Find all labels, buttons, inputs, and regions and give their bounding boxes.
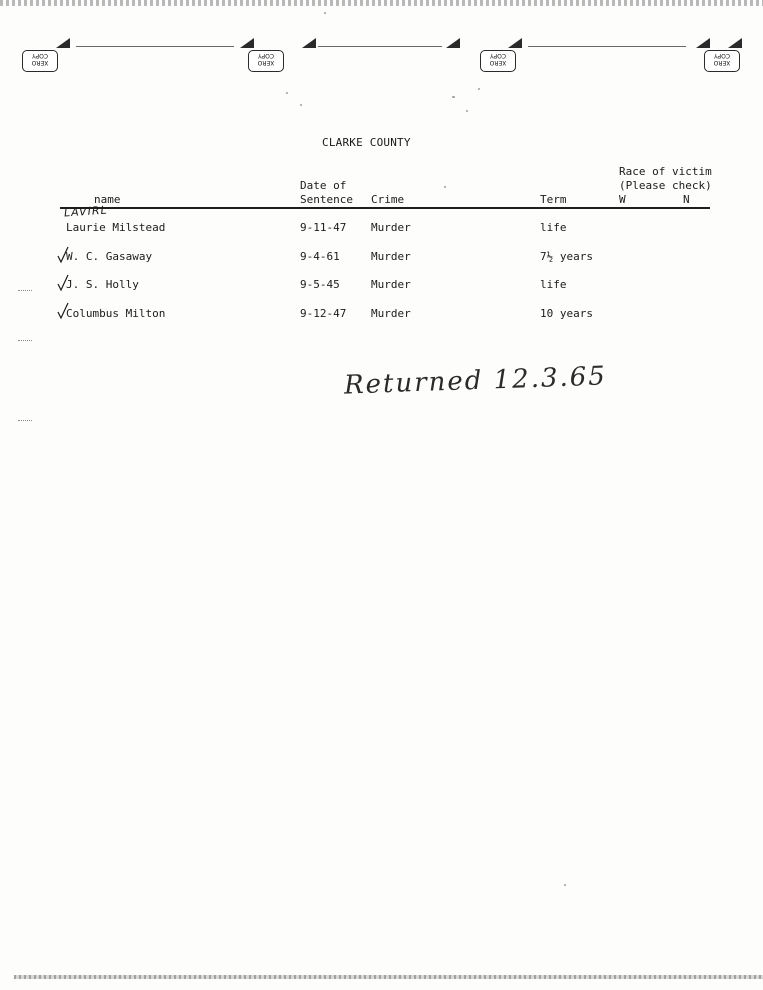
scan-speckle	[466, 110, 468, 112]
copy-stamp-2	[248, 50, 284, 72]
margin-mark	[18, 290, 32, 291]
bottom-edge-scan-line	[14, 975, 763, 979]
clip-mark-7	[728, 38, 742, 48]
clip-mark-5	[508, 38, 522, 48]
county-title: CLARKE COUNTY	[322, 136, 411, 149]
margin-mark	[18, 340, 32, 341]
column-header-name: name	[94, 193, 121, 206]
copy-stamp-text: XERO COPY	[489, 52, 507, 66]
clip-mark-4	[446, 38, 460, 48]
column-header-race-n: N	[683, 193, 690, 206]
row-name: Columbus Milton	[66, 307, 166, 320]
returned-date-note: Returned 12.3.65	[343, 361, 608, 401]
copy-stamp-4	[704, 50, 740, 72]
column-header-race-w: W	[619, 193, 626, 206]
scan-speckle	[564, 884, 566, 886]
row-crime: Murder	[371, 250, 411, 263]
row-crime: Murder	[371, 307, 411, 320]
column-header-term: Term	[540, 193, 567, 206]
row-name: J. S. Holly	[66, 278, 139, 291]
copy-stamp-text: XERO COPY	[31, 52, 49, 66]
column-header-date-line1: Date of	[300, 179, 347, 192]
clip-mark-6	[696, 38, 710, 48]
row-name: Laurie Milstead	[66, 221, 166, 234]
row-date: 9-5-45	[300, 278, 340, 291]
row-term: life	[540, 221, 567, 234]
row-date: 9-12-47	[300, 307, 347, 320]
scan-speckle	[286, 92, 288, 94]
row-term: life	[540, 278, 567, 291]
row-date: 9-11-47	[300, 221, 347, 234]
scan-speckle	[478, 88, 480, 90]
header-underline	[60, 207, 710, 209]
copy-stamp-1	[22, 50, 58, 72]
scan-speckle	[452, 96, 455, 98]
column-header-date-line2: Sentence	[300, 193, 353, 206]
row-name: W. C. Gasaway	[66, 250, 153, 263]
copy-stamp-3	[480, 50, 516, 72]
row-crime: Murder	[371, 278, 411, 291]
clip-mark-2	[240, 38, 254, 48]
scan-speckle	[300, 104, 302, 106]
name-correction-note: LAVIRL	[63, 203, 109, 220]
clip-mark-1	[56, 38, 70, 48]
margin-mark	[18, 420, 32, 421]
column-header-crime: Crime	[371, 193, 405, 206]
column-header-race-line2: (Please check)	[619, 179, 712, 192]
row-crime: Murder	[371, 221, 411, 234]
clip-mark-3	[302, 38, 316, 48]
header-rule-3	[528, 46, 686, 47]
scan-speckle	[324, 12, 326, 14]
top-edge-perforation	[0, 0, 763, 6]
row-term: 10 years	[540, 307, 593, 320]
copy-stamp-text: XERO COPY	[257, 52, 275, 66]
row-date: 9-4-61	[300, 250, 340, 263]
header-rule-1	[76, 46, 234, 47]
copy-stamp-text: XERO COPY	[713, 52, 731, 66]
scan-speckle	[444, 186, 446, 188]
header-rule-2	[318, 46, 442, 47]
column-header-race-line1: Race of victim	[619, 165, 712, 178]
row-term: 7½ years	[540, 250, 593, 263]
